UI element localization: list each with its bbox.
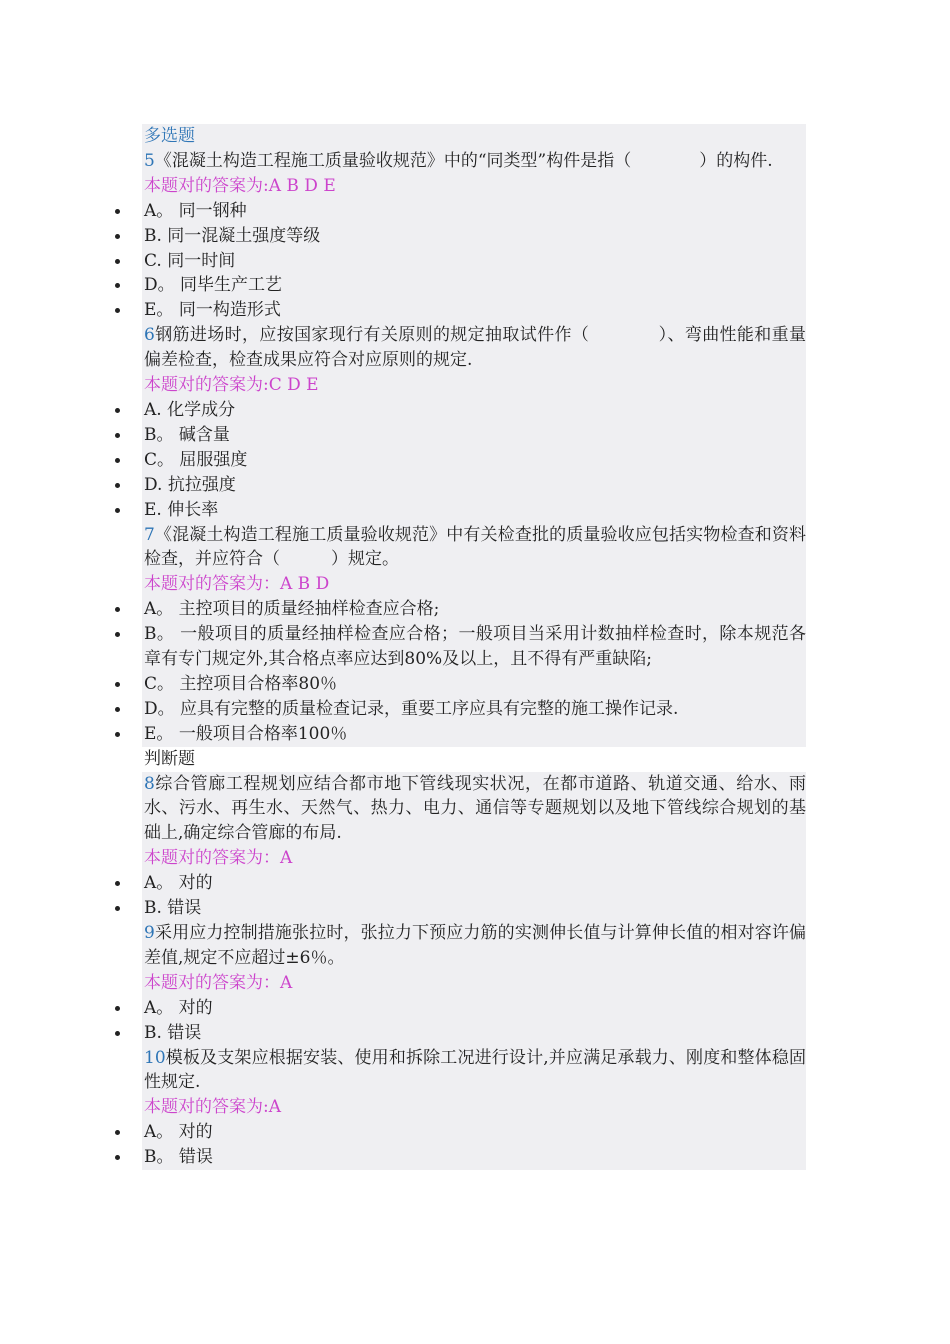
- section-heading: 判断题: [142, 747, 806, 772]
- option-item: B. 错误: [142, 1021, 806, 1046]
- option-item: B。 一般项目的质量经抽样检查应合格；一般项目当采用计数抽样检查时，除本规范各章有专门规定外,其合格点率应达到80%及以上，且不得有严重缺陷;: [142, 622, 806, 672]
- question-text: 9采用应力控制措施张拉时，张拉力下预应力筋的实测伸长值与计算伸长值的相对容许偏差值,规定不应超过±6％。: [144, 923, 806, 968]
- question-9: [142, 921, 806, 1046]
- answer-line: 本题对的答案为:A: [144, 1097, 282, 1118]
- option-item: B。 碱含量: [142, 423, 806, 448]
- option-item: B. 错误: [142, 896, 806, 921]
- section-heading: 多选题: [144, 126, 195, 146]
- option-item: A。 对的: [142, 1120, 806, 1145]
- document-body: [142, 124, 806, 1170]
- option-list: [142, 1120, 806, 1170]
- answer-line: 本题对的答案为：A B D: [144, 574, 330, 595]
- option-item: B。 错误: [142, 1145, 806, 1170]
- question-text: 5《混凝土构造工程施工质量验收规范》中的“同类型”构件是指（ ）的构件.: [144, 150, 773, 171]
- answer-line: 本题对的答案为:C D E: [144, 375, 319, 396]
- option-item: C. 同一时间: [142, 249, 806, 274]
- answer-line: 本题对的答案为：A: [144, 848, 293, 869]
- option-list: [142, 871, 806, 921]
- question-8: [142, 772, 806, 921]
- question-5: [142, 149, 806, 323]
- option-item: E。 同一构造形式: [142, 298, 806, 323]
- option-item: A。 对的: [142, 871, 806, 896]
- question-7: [142, 523, 806, 747]
- question-text: 6钢筋进场时，应按国家现行有关原则的规定抽取试件作（ ）、弯曲性能和重量偏差检查，检查成果应符合对应原则的规定.: [144, 325, 806, 371]
- question-number: 9: [144, 923, 155, 943]
- option-item: D。 应具有完整的质量检查记录，重要工序应具有完整的施工操作记录.: [142, 697, 806, 722]
- answer-line: 本题对的答案为:A B D E: [144, 175, 336, 196]
- option-item: D。 同毕生产工艺: [142, 273, 806, 298]
- question-number: 8: [144, 773, 155, 794]
- option-list: [142, 398, 806, 523]
- question-text: 10模板及支架应根据安装、使用和拆除工况进行设计,并应满足承载力、刚度和整体稳固性规定.: [144, 1047, 806, 1093]
- section-true-false: [142, 772, 806, 1171]
- question-number: 5: [144, 150, 155, 171]
- question-10: [142, 1046, 806, 1171]
- question-number: 10: [144, 1047, 166, 1068]
- answer-line: 本题对的答案为：A: [144, 972, 293, 993]
- option-item: A。 同一钢种: [142, 199, 806, 224]
- question-text: 8综合管廊工程规划应结合都市地下管线现实状况，在都市道路、轨道交通、给水、雨水、污水、再生水、天然气、热力、电力、通信等专题规划以及地下管线综合规划的基础上,确定综合管廊的布局.: [144, 773, 806, 844]
- option-item: E. 伸长率: [142, 498, 806, 523]
- section-multiple-choice: [142, 124, 806, 747]
- option-list: [142, 199, 806, 324]
- option-list: [142, 597, 806, 746]
- option-item: D. 抗拉强度: [142, 473, 806, 498]
- question-number: 7: [144, 524, 155, 545]
- option-item: C。 屈服强度: [142, 448, 806, 473]
- option-item: A。 对的: [142, 996, 806, 1021]
- option-item: B. 同一混凝土强度等级: [142, 224, 806, 249]
- option-list: [142, 996, 806, 1046]
- option-item: A. 化学成分: [142, 398, 806, 423]
- option-item: E。 一般项目合格率100％: [142, 722, 806, 747]
- option-item: A。 主控项目的质量经抽样检查应合格;: [142, 597, 806, 622]
- question-text: 7《混凝土构造工程施工质量验收规范》中有关检查批的质量验收应包括实物检查和资料检查，并应符合（ ）规定。: [144, 524, 806, 570]
- option-item: C。 主控项目合格率80％: [142, 672, 806, 697]
- question-6: [142, 323, 806, 522]
- question-number: 6: [144, 325, 155, 346]
